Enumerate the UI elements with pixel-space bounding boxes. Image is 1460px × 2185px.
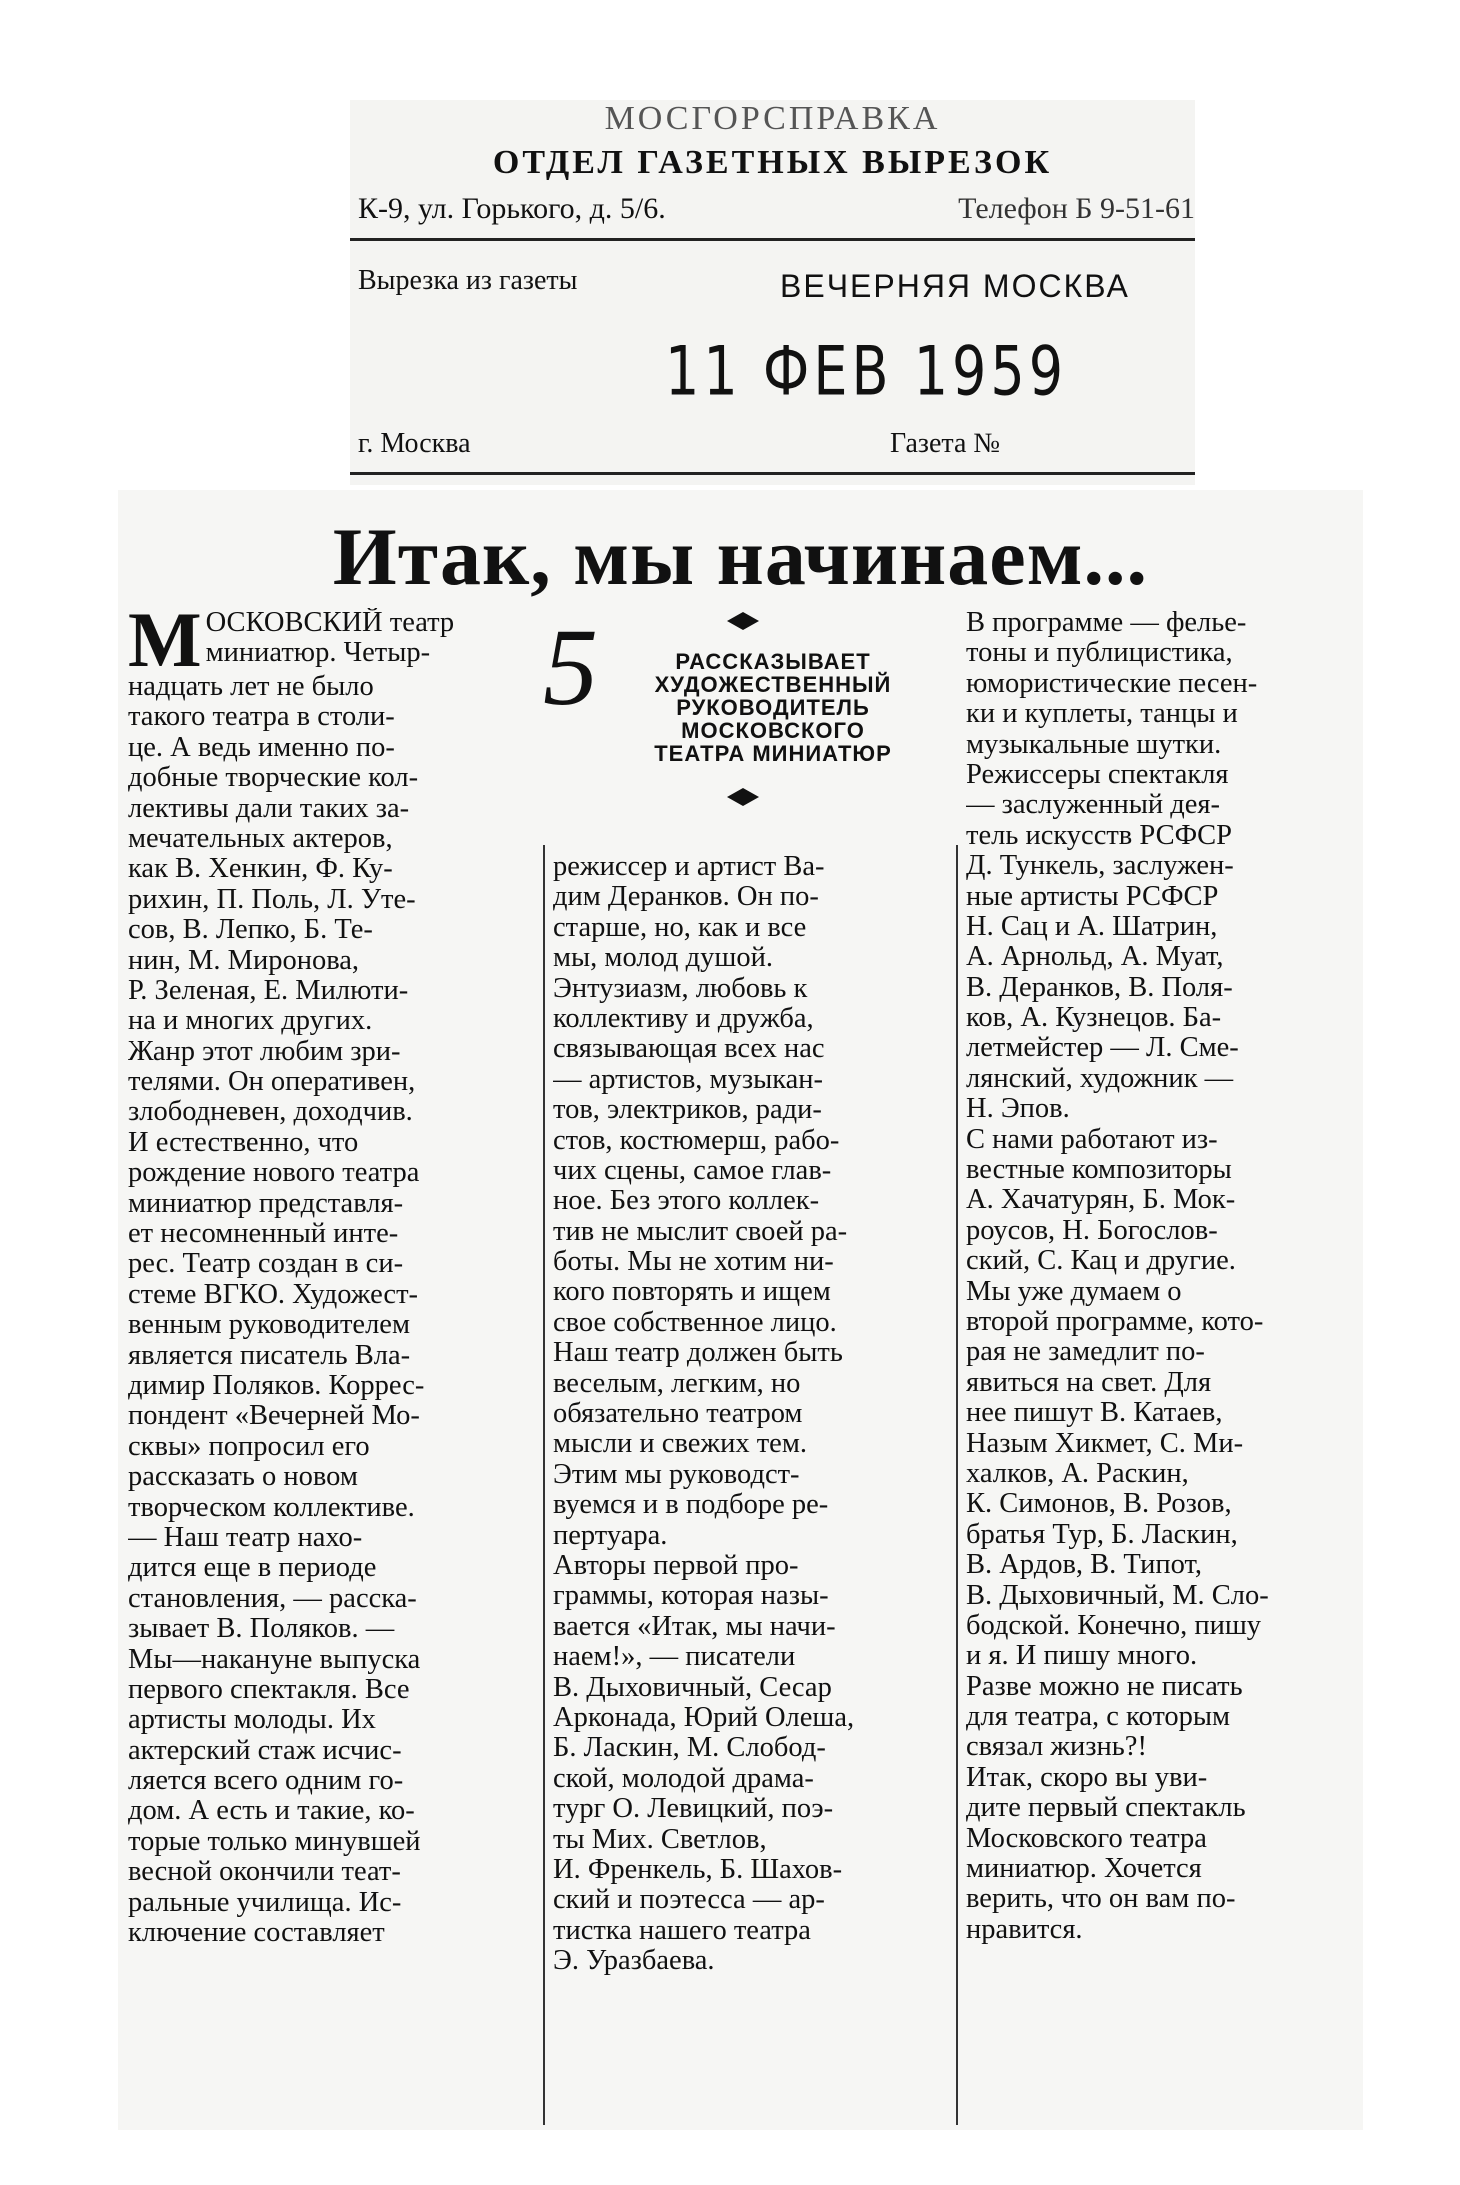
column-line: и я. И пишу много.	[966, 1641, 1198, 1672]
column-line: весной окончили теат-	[128, 1857, 401, 1888]
column-line: В программе — фелье-	[966, 608, 1247, 638]
column-line: Р. Зеленая, Е. Милюти-	[128, 975, 409, 1006]
column-line: К. Симонов, В. Розов,	[966, 1489, 1232, 1520]
column-line: граммы, которая назы-	[553, 1581, 829, 1612]
stamp-organization: МОСГОРСПРАВКА	[604, 100, 941, 137]
column-line: дом. А есть и такие, ко-	[128, 1796, 415, 1827]
column-line: це. А ведь именно по-	[128, 732, 395, 763]
column-line: лянский, художник —	[966, 1063, 1234, 1094]
column-line: связал жизнь?!	[966, 1732, 1147, 1763]
column-line: кого повторять и ищем	[553, 1277, 831, 1308]
column-line: ОСКОВСКИЙ театр	[205, 608, 455, 638]
column-line: веселым, легким, но	[553, 1368, 801, 1399]
column-line: нее пишут В. Катаев,	[966, 1398, 1223, 1429]
column-line: режиссер и артист Ва-	[553, 852, 825, 882]
subheading-text	[603, 650, 943, 765]
stamp-department: ОТДЕЛ ГАЗЕТНЫХ ВЫРЕЗОК	[492, 144, 1053, 181]
column-line: Итак, скоро вы уви-	[966, 1762, 1208, 1793]
column-line: — заслуженный дея-	[966, 790, 1221, 821]
column-line: явиться на свет. Для	[966, 1367, 1212, 1398]
article-column-2	[553, 852, 948, 1976]
column-line: Жанр этот любим зри-	[128, 1036, 401, 1067]
column-line: В. Ардов, В. Типот,	[966, 1550, 1202, 1581]
column-line: ные артисты РСФСР	[966, 881, 1219, 912]
stamp-divider-bottom	[350, 472, 1195, 475]
column-line: чих сцены, самое глав-	[553, 1155, 832, 1186]
column-line: как В. Хенкин, Ф. Ку-	[128, 854, 393, 885]
diamond-ornament-icon	[727, 612, 759, 621]
column-line: тург О. Левицкий, поэ-	[553, 1794, 834, 1825]
column-line: ки и куплеты, танцы и	[966, 699, 1238, 730]
column-line: роусов, Н. Богослов-	[966, 1215, 1218, 1246]
stamp-divider	[350, 238, 1195, 241]
column-line: такого театра в столи-	[128, 702, 395, 733]
column-divider	[543, 845, 545, 2125]
column-line: ков, А. Кузнецов. Ба-	[966, 1003, 1222, 1034]
column-line: вестные композиторы	[966, 1155, 1232, 1186]
column-line: на и многих других.	[128, 1006, 373, 1037]
column-line: халков, А. Раскин,	[966, 1458, 1189, 1489]
column-line: пондент «Вечерней Мо-	[128, 1401, 420, 1432]
column-line: Этим мы руководст-	[553, 1459, 800, 1490]
column-line: творческом коллективе.	[128, 1492, 415, 1523]
column-line: Авторы первой про-	[553, 1550, 799, 1581]
column-line: Мы—накануне выпуска	[128, 1644, 421, 1675]
subheading-line: ТЕАТРА МИНИАТЮР	[654, 741, 892, 766]
column-line: старше, но, как и все	[553, 912, 807, 943]
column-line: ет несомненный инте-	[128, 1219, 399, 1250]
column-line: тель искусств РСФСР	[966, 820, 1232, 851]
clipping-service-stamp	[350, 100, 1195, 485]
column-line: верить, что он вам по-	[966, 1884, 1236, 1915]
column-line: Режиссеры спектакля	[966, 759, 1229, 790]
column-line: ский, С. Кац и другие.	[966, 1246, 1236, 1277]
column-line: злободневен, доходчив.	[128, 1097, 413, 1128]
stamp-date: 11 ФЕВ 1959	[665, 332, 1068, 411]
column-line: ное. Без этого коллек-	[553, 1186, 820, 1217]
column-line: рассказать о новом	[128, 1462, 358, 1493]
column-line: А. Хачатурян, Б. Мок-	[966, 1185, 1236, 1216]
column-line: рая не замедлит по-	[966, 1337, 1205, 1368]
column-line: телями. Он оперативен,	[128, 1067, 416, 1098]
subheading-number: 5	[543, 606, 598, 728]
column-line: С нами работают из-	[966, 1124, 1218, 1155]
column-line: В. Дыховичный, Сесар	[553, 1672, 832, 1703]
subheading-line: РАССКАЗЫВАЕТ	[675, 649, 871, 674]
column-line: А. Арнольд, А. Муат,	[966, 942, 1224, 973]
article-column-1	[128, 596, 538, 1949]
column-line: становления, — расска-	[128, 1583, 417, 1614]
subheading-line: МОСКОВСКОГО	[681, 718, 865, 743]
column-line: миниатюр. Хочется	[966, 1854, 1202, 1885]
column-line: зывает В. Поляков. —	[128, 1614, 395, 1645]
column-line: обязательно театром	[553, 1399, 803, 1430]
column-line: Разве можно не писать	[966, 1671, 1243, 1702]
column-line: тов, электриков, ради-	[553, 1095, 822, 1126]
column-line: тоны и публицистика,	[966, 638, 1233, 669]
column-line: Назым Хикмет, С. Ми-	[966, 1428, 1244, 1459]
column-line: для театра, с которым	[966, 1702, 1231, 1733]
column-line: Московского театра	[966, 1823, 1207, 1854]
column-line: ты Мих. Светлов,	[553, 1824, 767, 1855]
column-line: В. Деранков, В. Поля-	[966, 972, 1233, 1003]
column-line: стов, костюмерш, рабо-	[553, 1125, 840, 1156]
column-line: рес. Театр создан в си-	[128, 1249, 404, 1280]
column-line: димир Поляков. Коррес-	[128, 1370, 425, 1401]
column-divider	[956, 845, 958, 2125]
subheading-line: ХУДОЖЕСТВЕННЫЙ	[654, 672, 892, 697]
column-line: пертуара.	[553, 1520, 668, 1551]
column-line: сквы» попросил его	[128, 1431, 370, 1462]
diamond-ornament-icon	[727, 797, 759, 806]
column-line: вуемся и в подборе ре-	[553, 1490, 829, 1521]
column-line: ский и поэтесса — ар-	[553, 1885, 825, 1916]
column-line: добные творческие кол-	[128, 763, 419, 794]
column-line: артисты молоды. Их	[128, 1705, 376, 1736]
column-line: Арконада, Юрий Олеша,	[553, 1702, 855, 1733]
column-line: нин, М. Миронова,	[128, 945, 360, 976]
subheading-block	[543, 606, 943, 822]
stamp-city: г. Москва	[358, 428, 471, 459]
column-line: нравится.	[966, 1914, 1083, 1945]
column-line: ляется всего одним го-	[128, 1766, 404, 1797]
column-line: свое собственное лицо.	[553, 1307, 837, 1338]
column-line: Наш театр должен быть	[553, 1338, 843, 1369]
column-line: — Наш театр нахо-	[128, 1522, 363, 1553]
column-line: сов, В. Лепко, Б. Те-	[128, 915, 373, 946]
column-line: актерский стаж исчис-	[128, 1735, 402, 1766]
column-line: второй программе, кото-	[966, 1306, 1264, 1337]
column-line: первого спектакля. Все	[128, 1674, 410, 1705]
column-line: дите первый спектакль	[966, 1793, 1246, 1824]
column-line: братья Тур, Б. Ласкин,	[966, 1519, 1238, 1550]
stamp-phone: Телефон Б 9-51-61	[958, 192, 1195, 225]
column-line: В. Дыховичный, М. Сло-	[966, 1580, 1269, 1611]
column-line: ской, молодой драма-	[553, 1763, 814, 1794]
column-line: дится еще в периоде	[128, 1553, 377, 1584]
column-line: Мы уже думаем о	[966, 1276, 1182, 1307]
column-line: Н. Сац и А. Шатрин,	[966, 911, 1218, 942]
column-line: надцать лет не было	[128, 672, 374, 702]
column-line: наем!», — писатели	[553, 1642, 796, 1673]
column-line: — артистов, музыкан-	[553, 1064, 824, 1095]
stamp-address: К-9, ул. Горького, д. 5/6.	[358, 192, 666, 225]
column-line: дим Деранков. Он по-	[553, 882, 819, 913]
column-line: мысли и свежих тем.	[553, 1429, 807, 1460]
column-line: является писатель Вла-	[128, 1340, 411, 1371]
article-headline: Итак, мы начинаем...	[332, 511, 1149, 602]
column-line: Б. Ласкин, М. Слобод-	[553, 1733, 826, 1764]
column-line: венным руководителем	[128, 1310, 410, 1341]
column-line: торые только минувшей	[128, 1826, 421, 1857]
column-line: Энтузиазм, любовь к	[553, 973, 808, 1004]
subheading-line: РУКОВОДИТЕЛЬ	[676, 695, 870, 720]
drop-cap: М	[128, 596, 202, 683]
article	[118, 490, 1363, 2130]
column-line: боты. Мы не хотим ни-	[553, 1247, 834, 1278]
column-line: музыкальные шутки.	[966, 729, 1222, 760]
column-line: коллективу и дружба,	[553, 1003, 814, 1034]
column-line: бодской. Конечно, пишу	[966, 1610, 1262, 1641]
stamp-clipping-from: Вырезка из газеты	[358, 265, 578, 296]
column-line: тив не мыслит своей ра-	[553, 1216, 848, 1247]
column-line: Э. Уразбаева.	[553, 1946, 715, 1977]
column-line: рождение нового театра	[128, 1158, 420, 1189]
column-line: Н. Эпов.	[966, 1094, 1070, 1125]
column-line: юмористические песен-	[966, 668, 1258, 699]
column-line: летмейстер — Л. Сме-	[966, 1033, 1239, 1064]
column-line: тистка нашего театра	[553, 1915, 811, 1946]
column-line: мы, молод душой.	[553, 943, 773, 974]
column-line: ключение составляет	[128, 1918, 385, 1949]
diamond-ornament-icon	[727, 788, 759, 797]
column-line: Д. Тункель, заслужен-	[966, 851, 1234, 882]
stamp-newspaper-name: ВЕЧЕРНЯЯ МОСКВА	[780, 268, 1130, 304]
column-line: рихин, П. Поль, Л. Уте-	[128, 884, 416, 915]
column-line: миниатюр представля-	[128, 1188, 404, 1219]
column-line: вается «Итак, мы начи-	[553, 1611, 836, 1642]
column-line: мечательных актеров,	[128, 823, 393, 854]
column-line: И. Френкель, Б. Шахов-	[553, 1854, 843, 1885]
column-line: миниатюр. Четыр-	[205, 638, 431, 669]
column-line: ральные училища. Ис-	[128, 1887, 402, 1918]
diamond-ornament-icon	[727, 621, 759, 630]
stamp-gazette-number: Газета №	[890, 428, 1001, 459]
column-line: лективы дали таких за-	[128, 793, 410, 824]
column-line: И естественно, что	[128, 1127, 359, 1158]
article-column-3	[966, 608, 1361, 1945]
column-line: связывающая всех нас	[553, 1034, 825, 1065]
column-line: стеме ВГКО. Художест-	[128, 1279, 419, 1310]
